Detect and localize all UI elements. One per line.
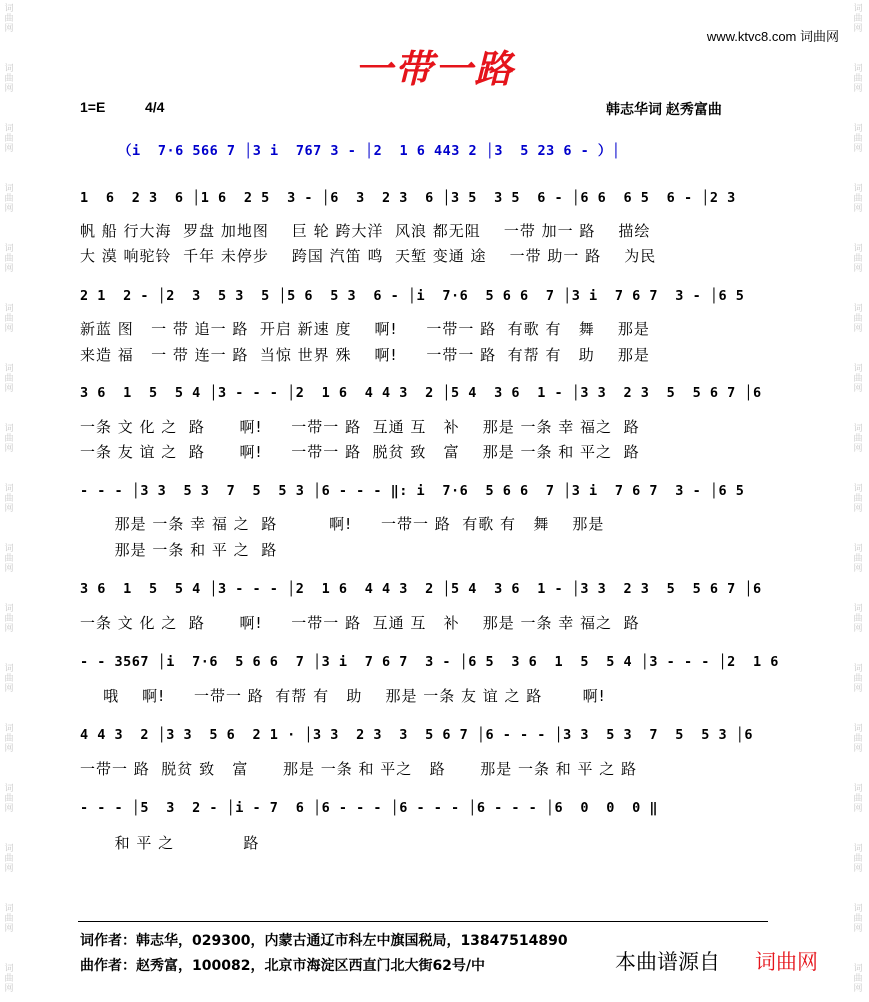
song-title: 一带一路	[354, 46, 515, 91]
watermark-char: 曲	[853, 254, 863, 264]
watermark-char: 曲	[853, 14, 863, 24]
watermark-group	[2, 784, 16, 814]
watermark-char: 曲	[853, 194, 863, 204]
watermark-char: 曲	[4, 674, 14, 684]
watermark-group	[2, 664, 16, 694]
watermark-right	[851, 0, 865, 1002]
lyric-line-1-verse-2: 大 漠 响驼铃 千年 未停步 跨国 汽笛 鸣 天堑 变通 途 一带 助一 路 为民	[80, 247, 657, 265]
watermark-char: 曲	[853, 134, 863, 144]
watermark-group	[2, 244, 16, 274]
watermark-group	[851, 184, 865, 214]
watermark-char: 词	[853, 604, 863, 614]
watermark-char: 词	[4, 724, 14, 734]
watermark-char: 网	[853, 384, 863, 394]
watermark-group	[2, 364, 16, 394]
watermark-char: 曲	[853, 314, 863, 324]
time-signature: 4/4	[145, 99, 165, 115]
watermark-char: 网	[853, 684, 863, 694]
watermark-char: 曲	[4, 254, 14, 264]
watermark-group	[851, 304, 865, 334]
watermark-group	[851, 964, 865, 994]
watermark-group	[851, 604, 865, 634]
watermark-group	[2, 544, 16, 574]
watermark-char: 词	[853, 184, 863, 194]
watermark-char: 曲	[4, 74, 14, 84]
lyric-line-4-verse-1: 那是 一条 幸 福 之 路 啊! 一带一 路 有歌 有 舞 那是	[80, 515, 605, 533]
watermark-char: 曲	[853, 614, 863, 624]
watermark-char: 网	[853, 504, 863, 514]
watermark-char: 曲	[4, 554, 14, 564]
watermark-char: 网	[4, 264, 14, 274]
watermark-group	[2, 4, 16, 34]
lyric-line-7: 一带一 路 脱贫 致 富 那是 一条 和 平之 路 那是 一条 和 平 之 路	[80, 760, 638, 778]
lyric-line-6: 哦 啊! 一带一 路 有帮 有 助 那是 一条 友 谊 之 路 啊!	[80, 687, 606, 705]
watermark-char: 网	[4, 204, 14, 214]
source-label: 本曲谱源自	[615, 950, 720, 974]
watermark-group	[851, 664, 865, 694]
watermark-char: 网	[4, 684, 14, 694]
watermark-char: 词	[853, 364, 863, 374]
lyric-line-8: 和 平 之 路	[80, 834, 260, 852]
lyric-line-2-verse-1: 新蓝 图 一 带 追一 路 开启 新速 度 啊! 一带一 路 有歌 有 舞 那是	[80, 320, 650, 338]
notation-line-2: 2 1 2 - │2 3 5 3 5 │5 6 5 3 6 - │i 7·6 5 6 6 7 │3 i 7 6 7 3 - │6 5	[80, 288, 745, 304]
watermark-char: 词	[4, 664, 14, 674]
watermark-char: 网	[4, 144, 14, 154]
watermark-char: 曲	[853, 794, 863, 804]
watermark-char: 词	[853, 64, 863, 74]
watermark-char: 网	[853, 864, 863, 874]
lyric-line-1-verse-1: 帆 船 行大海 罗盘 加地图 巨 轮 跨大洋 风浪 都无阻 一带 加一 路 描绘	[80, 222, 651, 240]
watermark-char: 曲	[4, 194, 14, 204]
watermark-group	[2, 184, 16, 214]
notation-line-8: - - - │5 3 2 - │i - 7 6 │6 - - - │6 - - - │6 - - - │6 0 0 0 ‖	[80, 800, 659, 816]
watermark-char: 词	[853, 544, 863, 554]
lyric-line-3-verse-2: 一条 友 谊 之 路 啊! 一带一 路 脱贫 致 富 那是 一条 和 平之 路	[80, 443, 640, 461]
notation-line-3: 3 6 1 5 5 4 │3 - - - │2 1 6 4 4 3 2 │5 4 3 6 1 - │3 3 2 3 5 5 6 7 │6	[80, 385, 762, 401]
lyric-line-5: 一条 文 化 之 路 啊! 一带一 路 互通 互 补 那是 一条 幸 福之 路	[80, 614, 640, 632]
watermark-char: 词	[4, 544, 14, 554]
watermark-char: 网	[4, 924, 14, 934]
watermark-char: 网	[853, 264, 863, 274]
watermark-char: 网	[853, 564, 863, 574]
watermark-char: 网	[4, 324, 14, 334]
watermark-char: 网	[853, 24, 863, 34]
song-credits: 韩志华词 赵秀富曲	[606, 101, 722, 117]
watermark-char: 曲	[4, 914, 14, 924]
watermark-char: 词	[853, 844, 863, 854]
watermark-char: 网	[4, 864, 14, 874]
watermark-char: 词	[4, 904, 14, 914]
watermark-char: 网	[853, 624, 863, 634]
lyric-line-4-verse-2: 那是 一条 和 平 之 路	[80, 541, 278, 559]
watermark-char: 词	[4, 64, 14, 74]
watermark-char: 曲	[853, 914, 863, 924]
watermark-char: 曲	[853, 974, 863, 984]
watermark-char: 词	[853, 484, 863, 494]
watermark-group	[851, 364, 865, 394]
key-signature: 1=E	[80, 99, 106, 115]
footer-divider	[78, 921, 768, 922]
watermark-char: 词	[4, 964, 14, 974]
watermark-char: 曲	[4, 134, 14, 144]
watermark-char: 词	[4, 244, 14, 254]
watermark-char: 曲	[4, 614, 14, 624]
watermark-char: 网	[4, 984, 14, 994]
notation-line-1: 1 6 2 3 6 │1 6 2 5 3 - │6 3 2 3 6 │3 5 3 5 6 - │6 6 6 5 6 - │2 3	[80, 190, 736, 206]
watermark-group	[851, 124, 865, 154]
watermark-group	[851, 424, 865, 454]
watermark-char: 网	[4, 444, 14, 454]
watermark-char: 曲	[853, 374, 863, 384]
watermark-group	[2, 724, 16, 754]
watermark-group	[2, 904, 16, 934]
watermark-group	[851, 724, 865, 754]
watermark-group	[851, 904, 865, 934]
watermark-group	[851, 784, 865, 814]
watermark-char: 网	[4, 804, 14, 814]
watermark-char: 网	[853, 924, 863, 934]
watermark-char: 词	[853, 964, 863, 974]
watermark-char: 曲	[853, 734, 863, 744]
watermark-group	[2, 844, 16, 874]
watermark-char: 词	[4, 844, 14, 854]
watermark-char: 曲	[4, 374, 14, 384]
watermark-char: 词	[853, 904, 863, 914]
watermark-char: 词	[4, 364, 14, 374]
watermark-char: 网	[853, 204, 863, 214]
watermark-char: 网	[853, 84, 863, 94]
watermark-char: 网	[853, 324, 863, 334]
watermark-char: 词	[4, 484, 14, 494]
watermark-group	[851, 844, 865, 874]
watermark-char: 曲	[853, 674, 863, 684]
watermark-char: 曲	[4, 314, 14, 324]
watermark-char: 曲	[853, 854, 863, 864]
watermark-group	[851, 4, 865, 34]
watermark-char: 网	[4, 744, 14, 754]
lyric-line-2-verse-2: 来造 福 一 带 连一 路 当惊 世界 殊 啊! 一带一 路 有帮 有 助 那是	[80, 346, 650, 364]
watermark-group	[2, 964, 16, 994]
watermark-char: 曲	[4, 734, 14, 744]
watermark-char: 词	[853, 724, 863, 734]
watermark-char: 词	[853, 124, 863, 134]
watermark-char: 词	[853, 304, 863, 314]
watermark-char: 词	[4, 304, 14, 314]
watermark-char: 词	[853, 664, 863, 674]
watermark-char: 曲	[4, 974, 14, 984]
watermark-char: 曲	[4, 14, 14, 24]
notation-line-4: - - - │3 3 5 3 7 5 5 3 │6 - - - ‖: i 7·6 5 6 6 7 │3 i 7 6 7 3 - │6 5	[80, 483, 745, 499]
watermark-char: 曲	[853, 494, 863, 504]
lyricist-info: 词作者：韩志华，029300，内蒙古通辽市科左中旗国税局，13847514890	[80, 933, 568, 949]
watermark-char: 曲	[853, 434, 863, 444]
watermark-char: 词	[4, 4, 14, 14]
watermark-char: 网	[4, 624, 14, 634]
composer-info: 曲作者：赵秀富，100082，北京市海淀区西直门北大街62号/中	[80, 958, 486, 974]
watermark-char: 曲	[4, 854, 14, 864]
watermark-group	[851, 544, 865, 574]
watermark-char: 词	[4, 784, 14, 794]
watermark-char: 网	[4, 84, 14, 94]
watermark-group	[2, 484, 16, 514]
watermark-group	[851, 484, 865, 514]
intro-notation: （i 7·6 566 7 │3 i 767 3 - │2 1 6 443 2 │3 5 23 6 - ）│	[118, 143, 621, 159]
watermark-char: 网	[4, 504, 14, 514]
source-brand-link[interactable]: 词曲网	[755, 950, 818, 974]
watermark-char: 网	[853, 984, 863, 994]
watermark-char: 词	[853, 4, 863, 14]
watermark-group	[2, 304, 16, 334]
notation-line-6: - - 3567 │i 7·6 5 6 6 7 │3 i 7 6 7 3 - │6 5 3 6 1 5 5 4 │3 - - - │2 1 6	[80, 654, 779, 670]
watermark-char: 网	[853, 444, 863, 454]
watermark-group	[2, 604, 16, 634]
notation-line-5: 3 6 1 5 5 4 │3 - - - │2 1 6 4 4 3 2 │5 4 3 6 1 - │3 3 2 3 5 5 6 7 │6	[80, 581, 762, 597]
watermark-left	[2, 0, 16, 1002]
watermark-char: 词	[853, 424, 863, 434]
watermark-char: 曲	[853, 554, 863, 564]
notation-line-7: 4 4 3 2 │3 3 5 6 2 1 · │3 3 2 3 3 5 6 7 │6 - - - │3 3 5 3 7 5 5 3 │6	[80, 727, 753, 743]
watermark-group	[2, 424, 16, 454]
watermark-char: 词	[4, 604, 14, 614]
watermark-char: 网	[4, 384, 14, 394]
watermark-char: 网	[4, 564, 14, 574]
watermark-char: 网	[853, 744, 863, 754]
watermark-group	[2, 124, 16, 154]
watermark-char: 曲	[4, 794, 14, 804]
watermark-group	[851, 244, 865, 274]
watermark-char: 词	[4, 124, 14, 134]
watermark-char: 网	[4, 24, 14, 34]
watermark-char: 曲	[853, 74, 863, 84]
watermark-char: 词	[4, 184, 14, 194]
watermark-char: 网	[853, 804, 863, 814]
site-url[interactable]: www.ktvc8.com 词曲网	[706, 29, 839, 44]
watermark-char: 词	[853, 784, 863, 794]
watermark-char: 词	[853, 244, 863, 254]
watermark-char: 曲	[4, 494, 14, 504]
watermark-char: 曲	[4, 434, 14, 444]
watermark-char: 词	[4, 424, 14, 434]
watermark-char: 网	[853, 144, 863, 154]
lyric-line-3-verse-1: 一条 文 化 之 路 啊! 一带一 路 互通 互 补 那是 一条 幸 福之 路	[80, 418, 640, 436]
